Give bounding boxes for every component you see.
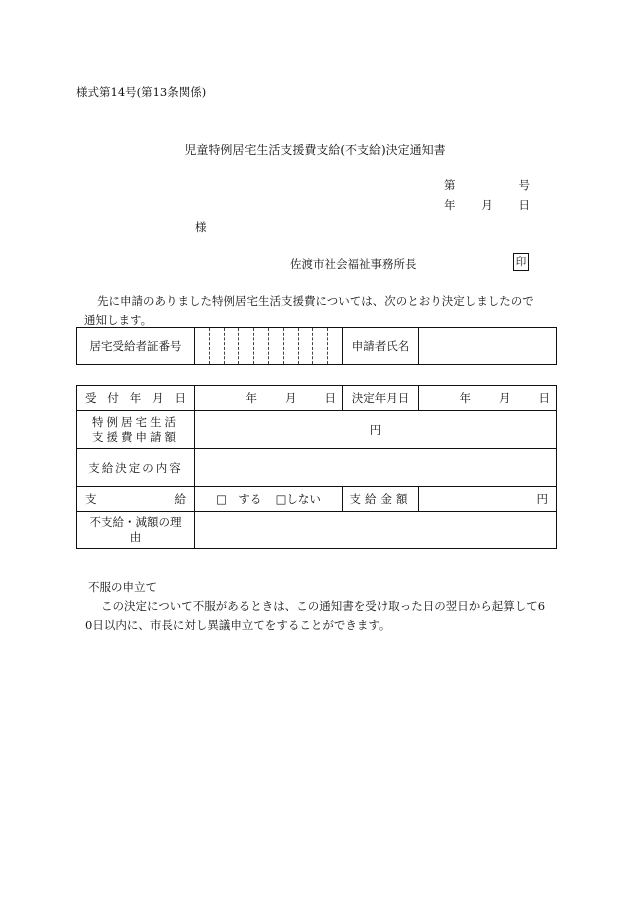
applicant-name-field[interactable] <box>419 328 557 365</box>
intro-line-2: 通知します。 <box>84 313 153 327</box>
reason-field[interactable] <box>195 512 557 549</box>
appeal-line-2: 0日以内に、市長に対し異議申立てをすることができます。 <box>85 618 391 632</box>
decision-date-label: 決定年月日 <box>343 386 419 411</box>
cert-digit-cell[interactable] <box>299 328 314 364</box>
decision-date-field[interactable]: 年 月 日 <box>419 386 557 411</box>
cert-number-digits[interactable] <box>195 328 343 365</box>
payment-choice[interactable] <box>195 487 343 512</box>
appeal-notice <box>85 578 558 635</box>
payment-label: 支 給 <box>77 487 195 512</box>
cert-digit-cell[interactable] <box>313 328 328 364</box>
cert-digit-cell[interactable] <box>195 328 210 364</box>
apply-amount-label: 特例居宅生活 支援費申請額 <box>77 411 195 449</box>
check-dont[interactable]: □しない <box>275 492 321 506</box>
cert-digit-cell[interactable] <box>284 328 299 364</box>
pay-amount-field[interactable]: 円 <box>419 487 557 512</box>
number-line <box>444 177 534 197</box>
form-id: 様式第14号(第13条関係) <box>76 85 207 99</box>
decision-content-label: 支給決定の内容 <box>77 449 195 487</box>
check-do[interactable]: □ する <box>216 492 262 506</box>
receipt-date-label: 受 付 年 月 日 <box>77 386 195 411</box>
cert-digit-cell[interactable] <box>210 328 225 364</box>
cert-digit-cell[interactable] <box>225 328 240 364</box>
cert-number-label: 居宅受給者証番号 <box>77 328 195 365</box>
pay-amount-label: 支給金額 <box>343 487 419 512</box>
appeal-line-1: この決定について不服があるときは、この通知書を受け取った日の翌日から起算して6 <box>101 599 546 613</box>
issue-month: 月 <box>481 198 493 212</box>
cert-digit-cell[interactable] <box>254 328 269 364</box>
apply-amount-field[interactable]: 円 <box>195 411 557 449</box>
receipt-date-field[interactable]: 年 月 日 <box>195 386 343 411</box>
cert-digit-cell[interactable] <box>328 328 342 364</box>
seal-mark: 印 <box>513 253 529 271</box>
cert-digit-cell[interactable] <box>239 328 254 364</box>
cert-digit-cell[interactable] <box>269 328 284 364</box>
issue-year: 年 <box>444 198 456 212</box>
number-go: 号 <box>518 178 530 192</box>
document-title: 児童特例居宅生活支援費支給(不支給)決定通知書 <box>184 143 446 157</box>
issuer-name: 佐渡市社会福祉事務所長 <box>290 257 417 271</box>
issue-date-line <box>444 197 534 217</box>
certificate-table <box>76 327 557 365</box>
applicant-name-label: 申請者氏名 <box>343 328 419 365</box>
decision-content-field[interactable] <box>195 449 557 487</box>
intro-text <box>84 292 556 330</box>
intro-line-1: 先に申請のありました特例居宅生活支援費については、次のとおり決定しましたので <box>97 294 534 308</box>
number-date-block <box>444 177 534 217</box>
decision-table <box>76 385 557 549</box>
addressee-suffix: 様 <box>195 220 207 234</box>
reason-label: 不支給・減額の理 由 <box>77 512 195 549</box>
appeal-heading: 不服の申立て <box>88 580 157 594</box>
number-dai: 第 <box>444 178 456 192</box>
issue-day: 日 <box>518 198 530 212</box>
